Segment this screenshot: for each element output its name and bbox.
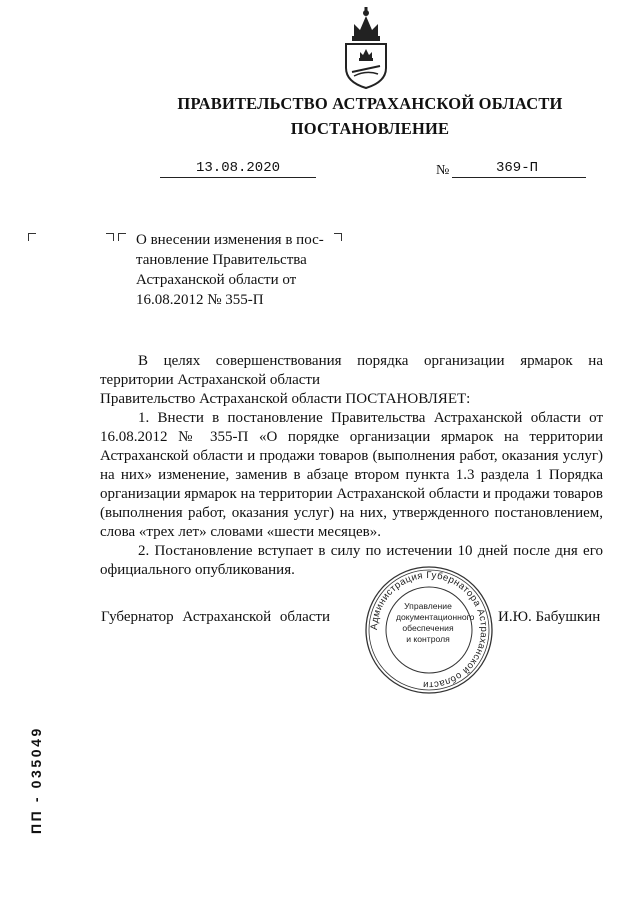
document-body xyxy=(100,352,603,580)
number-sign: № xyxy=(436,163,450,178)
body-paragraph: 1. Внести в постановление Правительства Астраханской области от 16.08.2012 № 355-П «О порядке организации ярмарок на территории Астраханской области и продажи товаров (выполнения работ, оказания услуг) на них» изменение, заменив в абзаце втором пункта 1.3 раздела 1 Порядка организации ярмарок на территории Астраханской области и продажи товаров (выполнения работ, оказания услуг) на них, утвержденного постановлением, слова «трех лет» словами «шести месяцев». xyxy=(100,410,604,540)
stamp-line: Управление xyxy=(404,601,452,611)
coat-of-arms-icon xyxy=(340,6,392,90)
serial-number: ПП - 035049 xyxy=(28,726,44,834)
document-date: 13.08.2020 xyxy=(195,160,280,176)
subject-line: О внесении изменения в пос- xyxy=(136,232,324,248)
body-paragraph: Правительство Астраханской области ПОСТАНОВЛЯЕТ: xyxy=(100,391,471,407)
stamp-line: и контроля xyxy=(406,634,450,644)
number-underline xyxy=(452,177,586,178)
subject-line: тановление Правительства xyxy=(136,252,307,268)
corner-mark xyxy=(28,233,36,241)
corner-mark xyxy=(106,233,114,241)
signatory-position: Губернатор Астраханской области xyxy=(101,609,331,625)
body-paragraph: В целях совершенствования порядка организации ярмарок на территории Астраханской области xyxy=(100,353,603,388)
stamp-line: обеспечения xyxy=(402,623,454,633)
document-number: 369-П xyxy=(495,160,538,176)
subject-line: 16.08.2012 № 355-П xyxy=(136,292,264,308)
signatory-name: И.Ю. Бабушкин xyxy=(498,609,601,625)
document-subject xyxy=(136,230,346,310)
subject-line: Астраханской области от xyxy=(136,272,297,288)
corner-mark xyxy=(118,233,126,241)
body-paragraph: 2. Постановление вступает в силу по истечении 10 дней после дня его официального опубликования. xyxy=(100,543,603,578)
government-title: ПРАВИТЕЛЬСТВО АСТРАХАНСКОЙ ОБЛАСТИ xyxy=(177,94,563,113)
stamp-center-text xyxy=(396,601,475,645)
stamp-ring-text: Администрация Губернатора Астраханской области xyxy=(368,569,490,691)
date-underline xyxy=(160,177,316,178)
stamp-line: документационного xyxy=(396,612,475,622)
document-type: ПОСТАНОВЛЕНИЕ xyxy=(290,119,450,138)
